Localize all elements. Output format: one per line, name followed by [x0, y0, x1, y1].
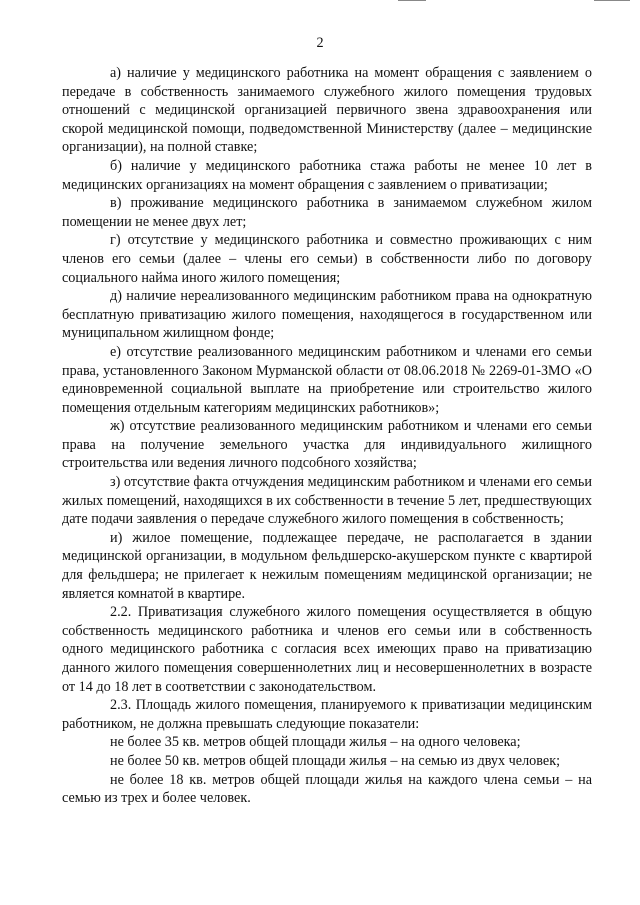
limit-one-person: не более 35 кв. метров общей площади жилья – на одного человека; — [110, 734, 521, 751]
limit-two-persons: не более 50 кв. метров общей площади жилья – на семью из двух человек; — [110, 752, 561, 769]
paragraph-b: б) наличие у медицинского работника стажа работы не менее 10 лет в медицинских организациях на момент обращения с заявлением о приватизации; — [62, 157, 592, 193]
paragraph-zh: ж) отсутствие реализованного медицинским работником и членами его семьи права на получение земельного участка для индивидуального жилищного строительства или ведения личного подсобного хозяйства; — [62, 418, 592, 472]
document-body — [62, 64, 592, 808]
clause-2-3: 2.3. Площадь жилого помещения, планируемого к приватизации медицинским работником, не должна превышать следующие показатели: — [62, 697, 592, 732]
paragraph-a: а) наличие у медицинского работника на момент обращения с заявлением о передаче в собственность занимаемого служебного жилого помещения трудовых отношений с медицинской организацией первичного звена здравоохранения или скорой медицинской помощи, подведомственной Министерству (далее – медицинские организации), на полной ставке; — [62, 65, 592, 156]
page-number: 2 — [316, 35, 324, 51]
paragraph-e: е) отсутствие реализованного медицинским работником и членами его семьи права, установленного Законом Мурманской области от 08.06.2018 № 2269-01-ЗМО «О единовременной социальной выплате на приобретение или строительство жилого помещения отдельным категориям медицинских работников»; — [62, 343, 592, 416]
paragraph-d: д) наличие нереализованного медицинским работником права на однократную бесплатную приватизацию жилого помещения, находящегося в государственном или муниципальном жилищном фонде; — [62, 288, 592, 342]
paragraph-i: и) жилое помещение, подлежащее передаче, не располагается в здании медицинской организации, в модульном фельдшерско-акушерском пункте с квартирой для фельдшера; не прилегает к нежилым помещениям медицинской организации; не является комнатой в квартире. — [62, 529, 592, 602]
clause-2-2: 2.2. Приватизация служебного жилого помещения осуществляется в общую собственность медицинского работника и членов его семьи или в собственность одного медицинского работника с согласия всех имеющих право на приватизацию данного жилого помещения совершеннолетних лиц и несовершеннолетних в возрасте от 14 до 18 лет в соответствии с законодательством. — [62, 604, 592, 695]
paragraph-z: з) отсутствие факта отчуждения медицинским работником и членами его семьи жилых помещений, находящихся в их собственности в течение 5 лет, предшествующих дате подачи заявления о передаче служебного жилого помещения в собственность; — [62, 474, 592, 528]
edge-mark — [398, 0, 426, 1]
top-edge-marks — [398, 0, 630, 2]
edge-mark — [594, 0, 630, 1]
paragraph-v: в) проживание медицинского работника в занимаемом служебном жилом помещении не менее двух лет; — [62, 195, 592, 230]
paragraph-g: г) отсутствие у медицинского работника и совместно проживающих с ним членов его семьи (далее – члены его семьи) в собственности либо по договору социального найма иного жилого помещения; — [62, 232, 592, 286]
limit-three-plus: не более 18 кв. метров общей площади жилья на каждого члена семьи – на семью из трех и более человек. — [62, 771, 592, 807]
